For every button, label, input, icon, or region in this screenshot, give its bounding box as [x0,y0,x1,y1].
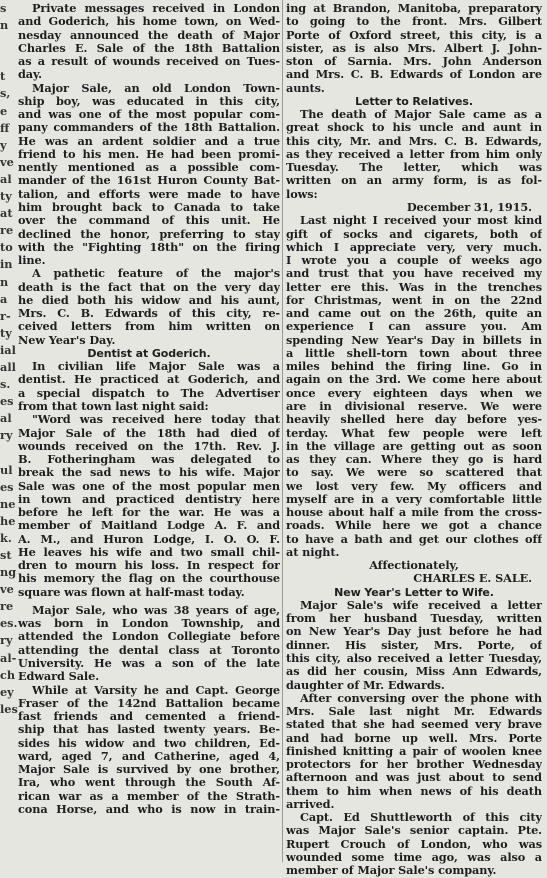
text-line: was born in London Township, and [18,617,280,631]
text-line: Sale was one of the most popular men [18,479,280,493]
text-line: member of Major Sale's company. [286,864,497,878]
text-line: and had borne up well. Mrs. Porte [286,731,542,745]
text-line: Edward Sale. [18,670,100,684]
margin-fragment: ty [0,325,12,340]
margin-fragment: ve [0,154,14,169]
text-line: A pathetic feature of the major's [32,267,280,281]
text-line: letter ere this. Was in the trenches [286,280,542,294]
text-line: attending the dental class at Toronto [18,643,280,657]
text-line: we lost very few. My officers and [286,479,542,493]
margin-fragment: s. [0,377,11,392]
margin-fragment: at [0,206,13,221]
margin-fragment: ff [0,120,10,135]
text-line: again on the 3rd. We come here about [286,373,542,387]
text-line: line. [18,254,46,268]
text-line: heavily shelled here day before yes- [286,413,542,427]
text-line: New Year's Day. [18,333,116,347]
text-line: talion, and efforts were made to have [18,187,280,201]
margin-fragment: ry [0,633,13,648]
margin-fragment: ng [0,565,17,580]
text-line: Charles E. Sale of the 18th Battalion [18,41,280,55]
column-divider [282,0,283,862]
text-line: In civilian life Major Sale was a [32,360,280,374]
text-line: Fraser of the 142nd Battalion became [18,696,280,710]
text-line: and was one of the most popular com- [18,108,280,122]
margin-fragment: re [0,599,14,614]
section-heading: New Year's Letter to Wife. [334,585,494,599]
section-heading: Dentist at Goderich. [87,346,211,360]
margin-fragment: all [0,359,16,374]
text-line: and trust that you have received my [286,267,542,281]
text-line: and came out on the 26th, quite an [286,307,542,321]
text-line: dinner. His sister, Mrs. Porte, of [286,638,542,652]
text-line: on New Year's Day just before he had [286,625,542,639]
margin-fragment: ch [0,667,16,682]
text-line: a special dispatch to The Advertiser [18,386,280,400]
margin-fragment: n [0,18,9,33]
text-line: dentist. He practiced at Goderich, and [18,373,280,387]
text-line: Major Sale, who was 38 years of age, [32,603,280,617]
text-line: wounded some time ago, was also a [286,851,542,864]
text-line: He was an ardent soldier and a true [18,134,280,148]
text-line: him brought back to Canada to take [18,200,280,214]
text-line: a little shell-torn town about three [286,346,542,360]
margin-fragment: s, [0,86,11,101]
text-line: CHARLES E. SALE. [413,572,532,586]
text-line: with the "Fighting 18th" on the firing [18,240,280,254]
text-line: to have a bath and get our clothes off [286,532,542,546]
margin-fragment: t [0,69,6,84]
text-line: from her husband Tuesday, written [286,612,542,626]
margin-fragment: re [0,223,14,238]
text-line: over the command of this unit. He [18,214,280,228]
text-line: from that town last night said: [18,399,209,413]
article-column-left [18,2,280,816]
text-line: in the village are getting out as soon [286,439,542,453]
text-line: once every eighteen days when we [286,386,542,400]
margin-fragment: st [0,548,12,562]
margin-fragment: les [0,701,18,716]
margin-fragment: es [0,479,14,494]
text-line: pany commanders of the 18th Battalion. [18,121,280,135]
text-line: break the sad news to his wife. Major [18,466,280,480]
text-line: ceived letters from him written on [18,320,280,334]
text-line: was Major Sale's senior captain. Pte. [286,824,542,838]
text-line: University. He was a son of the late [18,657,280,671]
text-line: Major Sale's wife received a letter [300,598,542,612]
text-line: While at Varsity he and Capt. George [32,683,280,697]
text-line: as they received a letter from him only [286,147,542,161]
text-line: Major Sale, an old London Town- [32,81,280,95]
text-line: protectors for her brother Wednesday [286,758,542,772]
text-line: cona Horse, and who is now in train- [18,802,280,816]
text-line: Last night I received your most kind [300,214,542,228]
text-line: He leaves his wife and two small chil- [18,545,280,559]
text-line: miles behind the firing line. Go in [286,360,542,374]
section-heading: Letter to Relatives. [355,94,473,108]
margin-fragment: ry [0,428,13,443]
text-line: he died both his widow and his aunt, [18,293,280,307]
text-line: square was flown at half-mast today. [18,585,245,599]
text-line: Ira, who went through the South Af- [18,776,280,790]
text-line: daughter of Mr. Edwards. [286,678,445,692]
text-line: Affectionately, [369,559,459,573]
text-line: nently mentioned as a possible com- [18,161,280,175]
article-column-right [286,2,542,878]
text-line: gift of socks and cigarets, both of [286,227,542,241]
margin-fragment: e [0,103,8,118]
text-line: great shock to his uncle and aunt in [286,121,542,135]
margin-fragment: ve [0,582,14,597]
text-line: ward, aged 7, and Catherine, aged 4, [18,749,280,763]
text-line: in town and practiced dentistry here [18,492,280,506]
text-line: which I appreciate very, very much. [286,240,542,254]
margin-fragment: s [0,1,7,15]
text-line: ing at Brandon, Manitoba, preparatory [286,2,542,15]
text-line: his memory the flag on the courthouse [18,572,280,586]
margin-fragment: ty [0,189,12,204]
text-line: terday. What few people were left [286,426,542,440]
margin-fragment: ey [0,684,14,699]
text-line: arrived. [286,797,335,811]
text-line: house about half a mile from the cross- [286,506,542,520]
text-line: A. M., and Huron Lodge, I. O. O. F. [18,532,280,546]
text-line: December 31, 1915. [406,200,532,214]
text-line: this city, Mr. and Mrs. C. B. Edwards, [286,134,542,148]
margin-fragment: to [0,240,13,255]
text-line: to going to the front. Mrs. Gilbert [286,15,542,29]
text-line: member of Maitland Lodge A. F. and [18,519,280,533]
margin-fragment: k. [0,530,12,545]
text-line: ston of Sarnia. Mrs. John Anderson [286,55,542,69]
margin-fragment: y [0,137,7,152]
margin-fragment: es. [0,616,18,631]
text-line: as they can. Where they go is hard [286,453,542,467]
text-line: rican war as a member of the Strath- [18,789,280,803]
text-line: nesday announced the death of Major [18,28,280,42]
text-line: "Word was received here today that [32,413,280,427]
text-line: ship that has lasted twenty years. Be- [18,723,280,737]
text-line: at night. [286,545,340,559]
text-line: attended the London Collegiate before [18,630,280,644]
margin-fragment: r- [0,308,11,323]
margin-fragment: in [0,257,13,272]
text-line: and Goderich, his home town, on Wed- [18,15,280,29]
text-line: afternoon and was just about to send [286,771,542,785]
text-line: aunts. [286,81,325,95]
text-line: mander of the 161st Huron County Bat- [18,174,280,188]
text-line: experience I can assure you. Am [286,320,542,334]
margin-fragment: al [0,411,12,426]
text-line: as did her cousin, Miss Ann Edwards, [286,665,542,679]
text-line: Mrs. C. B. Edwards of this city, re- [18,307,280,321]
text-line: sides his widow and two children, Ed- [18,736,280,750]
text-line: fast friends and cemented a friend- [18,710,280,724]
margin-fragment: al- [0,650,17,665]
margin-fragment: al [0,171,12,186]
text-line: sister, as is also Mrs. Albert J. John- [286,41,542,55]
text-line: The death of Major Sale came as a [300,108,542,122]
text-line: declined the honor, preferring to stay [18,227,280,241]
margin-fragment: ial [0,342,16,357]
text-line: roads. While here we got a chance [286,519,542,533]
text-line: stated that she had seemed very brave [286,718,542,732]
margin-fragment: ne [0,496,16,511]
text-line: Private messages received in London [32,2,280,15]
text-line: Major Sale is survived by one brother, [18,763,280,777]
text-line: and Mrs. C. B. Edwards of London are [286,68,542,82]
text-line: Mrs. Sale last night Mr. Edwards [286,705,542,719]
margin-fragment: he [0,513,16,528]
text-line: this city, also received a letter Tuesday, [286,652,542,666]
text-line: wounds received on the 17th. Rev. J. [18,439,280,453]
text-line: finished knitting a pair of woolen knee [286,744,542,758]
text-line: Tuesday. The letter, which was [286,161,542,175]
text-line: are in divisional reserve. We were [286,399,542,413]
text-line: to say. We were so scattered that [286,466,542,480]
margin-fragment: n [0,274,9,289]
text-line: myself are in a very comfortable little [286,492,542,506]
text-line: lows: [286,187,318,201]
text-line: death is the fact that on the very day [18,280,280,294]
text-line: I wrote you a couple of weeks ago [286,254,542,268]
text-line: for Christmas, went in on the 22nd [286,293,542,307]
text-line: as a result of wounds received on Tues- [18,55,280,69]
text-line: Rupert Crouch of London, who was [286,837,542,851]
text-line: Porte of Oxford street, this city, is a [286,28,542,42]
margin-fragment: a [0,291,8,306]
text-line: them to him when news of his death [286,784,542,798]
text-line: Capt. Ed Shuttleworth of this city [300,811,542,825]
text-line: before he left for the war. He was a [18,506,280,520]
text-line: spending New Year's Day in billets in [286,333,542,347]
text-line: friend to his men. He had been promi- [18,147,280,161]
text-line: day. [18,68,43,82]
text-line: written on an army form, is as fol- [286,174,542,188]
text-line: Major Sale of the 18th had died of [18,426,280,440]
text-line: After conversing over the phone with [300,691,542,705]
text-line: B. Fotheringham was delegated to [18,453,280,467]
text-line: dren to mourn his loss. In respect for [18,559,280,573]
text-line: ship boy, was educated in this city, [18,94,280,108]
margin-fragment: ul [0,462,13,477]
margin-fragment: es [0,394,14,409]
